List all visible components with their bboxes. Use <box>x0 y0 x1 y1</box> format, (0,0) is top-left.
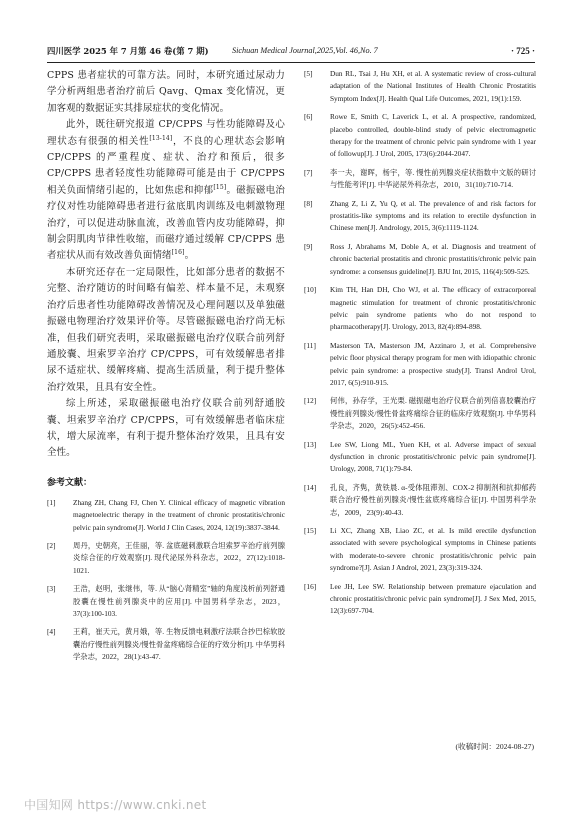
reference-item <box>47 583 285 620</box>
reference-text: 王浩，赵明，张继伟，等. 从“脑心肾精室”轴的角度浅析前列舒通胶囊在慢性前列腺炎中的应用[J]. 中国男科学杂志，2023，37(3):100-103. <box>73 584 285 618</box>
reference-text: Rowe E, Smith C, Laverick L, et al. A prospective, randomized, placebo controlled, double-blind study of pelvic electromagnetic therapy for the treatment of chronic pelvic pain syndrome with 1 year of followup[J]. J Urol, 2005, 173(6):2044-2047. <box>330 112 536 159</box>
reference-text: Zhang ZH, Chang FJ, Chen Y. Clinical efficacy of magnetic vibration magnetoelectric therapy in the treatment of chronic prostatitis/chronic pelvic pain syndrome[J]. World J Clin Cases, 2024, 12(19):3837-3844. <box>73 497 285 532</box>
reference-number: [15] <box>304 526 317 535</box>
reference-text: Lee SW, Liong ML, Yuen KH, et al. Adverse impact of sexual dysfunction in chronic prostatitis/chronic pelvic pain syndrome[J]. Urology, 2008, 71(1):79-84. <box>330 439 536 474</box>
reference-item <box>304 111 536 161</box>
reference-text: Kim TH, Han DH, Cho WJ, et al. The efficacy of extracorporeal magnetic stimulation for treatment of chronic prostatitis/chronic pelvic pain syndrome patients who do not respond to pharmacotherapy[J]. Urology, 2013, 82(4):894-898. <box>330 285 536 332</box>
references-title: 参考文献： <box>47 477 93 488</box>
citation-16: [16] <box>171 249 185 257</box>
para2-part-d: 。 <box>184 250 195 262</box>
reference-item <box>304 198 536 235</box>
body-paragraph-3: 本研究还存在一定局限性，比如部分患者的数据不完整、治疗随访的时间略有偏差、样本量不足，未观察治疗后患者性功能障碍改善情况及心理问题以及单独磁振磁电物理治疗效果评价等。尽管磁振磁电治疗尚无标准，但我们研究表明，采取磁振磁电治疗仪联合前列舒通胶囊、坦索罗辛治疗 CP/CPPS，可有效缓解患者排尿不适症状、缓解疼痛、提高生活质量，利于提升整体治疗效果，且具有安全性。 <box>47 266 285 393</box>
reference-text: 何伟，孙存学，王光栗. 磁振磁电治疗仪联合前列倍喜胶囊治疗慢性前列腺炎/慢性骨盆疼痛综合征的临床疗效观察[J]. 中华男科学杂志，2020，26(5):452-456. <box>330 396 536 431</box>
reference-item <box>304 68 536 105</box>
reference-number: [10] <box>304 285 317 295</box>
reference-item <box>47 626 285 663</box>
para2-part-a: 此外，既往研究报道 CP/CPPS 与性功能障碍及心理状态有很强的相关性 <box>47 119 285 147</box>
page-number: · 725 · <box>510 46 535 56</box>
reference-item <box>304 395 536 432</box>
received-date: (收稿时间：2024-08-27) <box>455 742 534 751</box>
body-paragraph-1: CPPS 患者症状的可靠方法。同时，本研究通过尿动力学分析两组患者治疗前后 Qavg、Qmax 变化情况，更加客观的数据证实其排尿症状的变化情况。 <box>47 70 285 114</box>
reference-number: [9] <box>304 241 313 251</box>
right-column <box>304 68 536 624</box>
reference-text: Ross J, Abrahams M, Doble A, et al. Diagnosis and treatment of chronic bacterial prostatitis and chronic prostatitis/chronic pelvic pain syndrome: a consensus guideline[J]. BJU Int, 2015, 116(4):509-525. <box>330 241 536 276</box>
citation-13-14: [13-14] <box>149 134 173 142</box>
body-paragraph-2 <box>47 117 285 265</box>
reference-number: [11] <box>304 340 316 350</box>
reference-item <box>304 581 536 618</box>
reference-number: [6] <box>304 112 313 122</box>
running-header <box>47 44 535 58</box>
reference-number: [8] <box>304 198 313 208</box>
reference-number: [16] <box>304 581 317 591</box>
reference-item <box>304 482 536 519</box>
header-rule <box>47 62 535 63</box>
reference-text: Zhang Z, Li Z, Yu Q, et al. The prevalence of and risk factors for prostatitis-like symptoms and its relation to erectile dysfunction in Chinese men[J]. Andrology, 2015, 3(6):1119-1124. <box>330 198 536 233</box>
reference-text: 周丹，史朝亮，王佳丽，等. 盆底磁刺激联合坦索罗辛治疗前列腺炎综合征的疗效观察[J]. 现代泌尿外科杂志，2022，27(12):1018-1021. <box>73 540 285 575</box>
reference-item <box>47 497 285 534</box>
reference-text: Masterson TA, Masterson JM, Azzinaro J, et al. Comprehensive pelvic floor physical therapy program for men with idiopathic chronic pelvic pain syndrome: a prospective study[J]. Transl Androl Urol, 2017, 6(5):910-915. <box>330 340 536 387</box>
reference-number: [4] <box>47 627 56 637</box>
reference-number: [1] <box>47 497 56 507</box>
reference-number: [5] <box>304 69 313 78</box>
reference-number: [12] <box>304 396 317 406</box>
reference-text: 李一夫，谢晖，杨宇，等. 慢性前列腺炎症状指数中文版的研讨与性能考评[J]. 中华泌尿外科杂志，2010，31(10):710-714. <box>330 167 536 190</box>
reference-item <box>304 241 536 278</box>
reference-text: 王莉，崔天元，黄月娥，等. 生物反馈电刺激疗法联合抄巴棕软胶囊治疗慢性前列腺炎/慢性骨盆疼痛综合征的疗效分析[J]. 中华男科学杂志，2022，28(1):43-47. <box>73 627 285 662</box>
reference-item <box>47 540 285 577</box>
citation-15: [15] <box>213 183 227 191</box>
reference-text: 孔良，齐隽，黄铁晨. α-受体阻滞剂、COX-2 抑制剂和抗抑郁药联合治疗慢性前列腺炎/慢性盆底疼痛综合征[J]. 中国男科学杂志，2009，23(9):40-43. <box>330 482 536 517</box>
reference-number: [14] <box>304 482 317 492</box>
reference-text: Dun RL, Tsai J, Hu XH, et al. A systematic review of cross-cultural adaptation of the National Institutes of Health Chronic Prostatitis Symptom Index[J]. Health Qual Life Outcomes, 2021, 19(1):159. <box>330 69 536 103</box>
para2-part-b: ，不良的心理状态会影响 CP/CPPS 的严重程度、症状、治疗和预后，很多 CP/CPPS 患者轻度性功能障碍可能是由于 CP/CPPS 相关负面情绪引起的，比如焦虑和抑郁 <box>47 135 285 196</box>
reference-number: [2] <box>47 540 56 550</box>
cnki-watermark: 中国知网 https://www.cnki.net <box>24 798 207 812</box>
journal-title-cn: 四川医学 2025 年 7 月第 46 卷(第 7 期) <box>47 46 209 56</box>
left-column <box>47 68 285 670</box>
reference-item <box>304 284 536 334</box>
reference-text: Lee JH, Lee SW. Relationship between premature ejaculation and chronic prostatitis/chronic pelvic pain syndrome[J]. J Sex Med, 2015, 12(3):697-704. <box>330 581 536 616</box>
reference-number: [13] <box>304 439 317 449</box>
journal-title-en: Sichuan Medical Journal,2025,Vol. 46,No. 7 <box>232 46 378 55</box>
body-paragraph-4: 综上所述，采取磁振磁电治疗仪联合前列舒通胶囊、坦索罗辛治疗 CP/CPPS，可有效缓解患者临床症状，增大尿流率，有利于提升整体治疗效果，且具有安全性。 <box>47 398 285 459</box>
reference-text: Li XC, Zhang XB, Liao ZC, et al. Is mild erectile dysfunction associated with severe psychological symptoms in Chinese patients with moderate-to-severe chronic prostatitis/chronic pelvic pain syndrome?[J]. Asian J Androl, 2021, 23(3):319-324. <box>330 526 536 573</box>
reference-number: [7] <box>304 167 313 177</box>
reference-item <box>304 525 536 575</box>
reference-item <box>304 439 536 476</box>
reference-item <box>304 167 536 192</box>
reference-number: [3] <box>47 584 56 594</box>
reference-item <box>304 340 536 390</box>
para2-part-c: 。磁振磁电治疗仪对性功能障碍患者进行盆底肌肉训练及电刺激物理治疗，可以促进动脉血流，改善血管内皮功能障碍，抑制会阴肌肉节律性收缩，而磁疗通过缓解 CP/CPPS 患者症状从而有效改善负面情绪 <box>47 184 285 262</box>
